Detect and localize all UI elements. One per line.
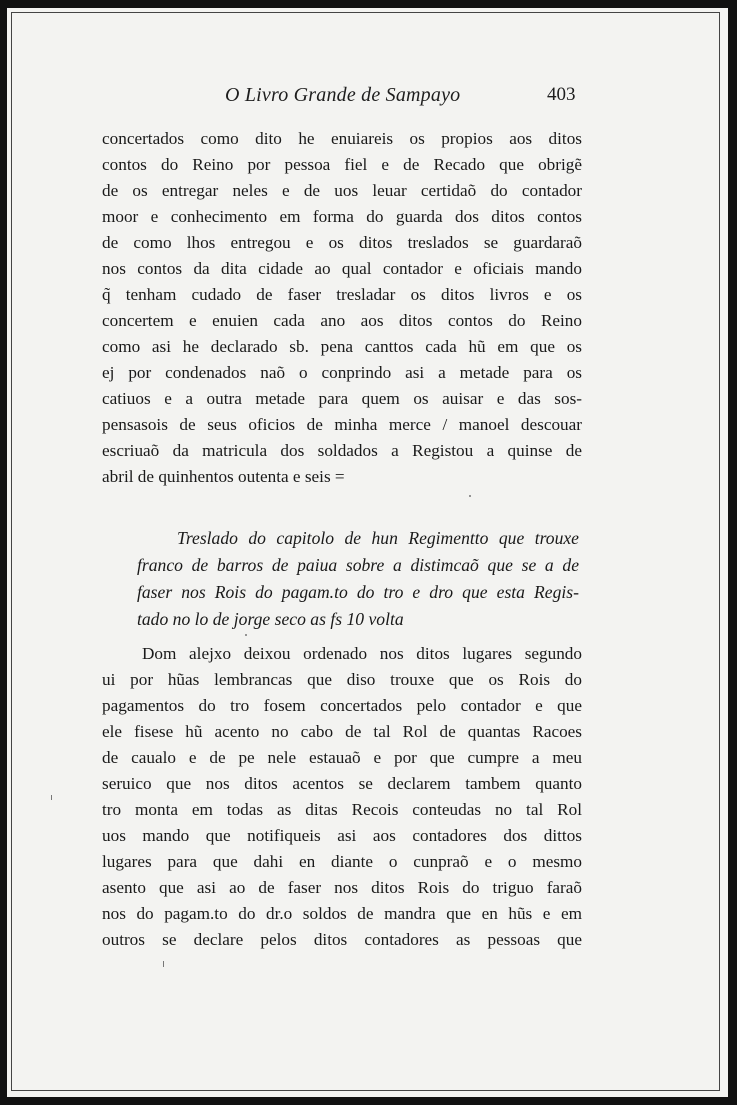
text-line: nos do pagam.to do dr.o soldos de mandra que en hũs e em: [102, 904, 582, 923]
text-line: Dom alejxo deixou ordenado nos ditos lugares segundo: [142, 644, 582, 663]
text-line: pagamentos do tro fosem concertados pelo contador e que: [102, 696, 582, 715]
paragraph-3: [102, 641, 582, 953]
text-line: asento que asi ao de faser nos ditos Rois do triguo faraõ: [102, 878, 582, 897]
paper-speck: [163, 961, 164, 967]
running-title: O Livro Grande de Sampayo: [225, 84, 461, 106]
paper-speck: [51, 795, 52, 800]
text-line: escriuaõ da matricula dos soldados a Registou a quinse de: [102, 441, 582, 460]
paragraph-2-heading: [137, 525, 579, 633]
text-line: de caualo e de pe nele estauaõ e por que cumpre a meu: [102, 748, 582, 767]
text-line: faser nos Rois do pagam.to do tro e dro que esta Regis-: [137, 582, 579, 602]
text-line: ele fisese hũ acento no cabo de tal Rol de quantas Racoes: [102, 722, 582, 741]
text-line: abril de quinhentos outenta e seis =: [102, 467, 345, 486]
text-line: nos contos da dita cidade ao qual contador e oficiais mando: [102, 259, 582, 278]
text-line: catiuos e a outra metade para quem os auisar e das sos-: [102, 389, 582, 408]
text-line: concertem e enuien cada ano aos ditos contos do Reino: [102, 311, 582, 330]
text-line: concertados como dito he enuiareis os propios aos ditos: [102, 129, 582, 148]
text-line: contos do Reino por pessoa fiel e de Recado que obrigẽ: [102, 155, 582, 174]
paragraph-1: [102, 126, 582, 490]
text-line: lugares para que dahi en diante o cunpraõ e o mesmo: [102, 852, 582, 871]
text-line: ui por hũas lembrancas que diso trouxe que os Rois do: [102, 670, 582, 689]
text-line: franco de barros de paiua sobre a distimcaõ que se a de: [137, 555, 579, 575]
paper-speck: [245, 634, 247, 636]
paper-speck: [469, 495, 471, 497]
page-header: [7, 80, 737, 110]
text-line: tro monta em todas as ditas Recois conteudas no tal Rol: [102, 800, 582, 819]
page-number: 403: [547, 84, 576, 105]
text-line: uos mando que notifiqueis asi aos contadores dos dittos: [102, 826, 582, 845]
text-line: de os entregar neles e de uos leuar certidaõ do contador: [102, 181, 582, 200]
text-line: ej por condenados naõ o conprindo asi a metade para os: [102, 363, 582, 382]
text-line: Treslado do capitolo de hun Regimentto que trouxe: [177, 528, 579, 548]
text-line: seruico que nos ditos acentos se declarem tambem quanto: [102, 774, 582, 793]
text-line: tado no lo de jorge seco as fs 10 volta: [137, 609, 404, 629]
text-line: moor e conhecimento em forma do guarda dos ditos contos: [102, 207, 582, 226]
text-line: como asi he declarado sb. pena canttos cada hũ em que os: [102, 337, 582, 356]
text-line: q̃ tenham cudado de faser tresladar os ditos livros e os: [102, 285, 582, 304]
text-line: outros se declare pelos ditos contadores as pessoas que: [102, 930, 582, 949]
text-line: pensasois de seus oficios de minha merce / manoel descouar: [102, 415, 582, 434]
text-line: de como lhos entregou e os ditos treslados se guardaraõ: [102, 233, 582, 252]
